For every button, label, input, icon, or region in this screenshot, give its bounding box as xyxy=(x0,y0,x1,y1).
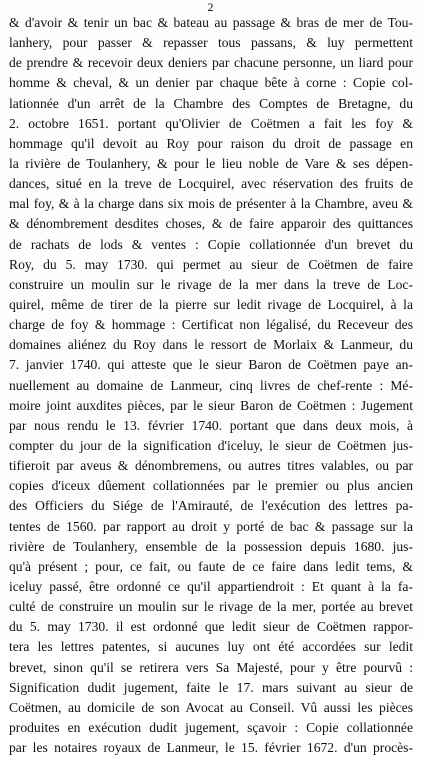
text-line: de rachats de lods & ventes : Copie collationnée d'un brevet du xyxy=(9,236,413,252)
body-text xyxy=(9,13,413,758)
text-line: & dénombrement desdites choses, & de faire apparoir des quittances xyxy=(9,216,413,232)
text-line: 2. octobre 1651. portant qu'Olivier de Coëtmen a fait les foy & xyxy=(9,115,413,131)
text-line: quirel, même de tirer de la pierre sur ledit rivage de Locquirel, à la xyxy=(9,296,413,312)
text-line: brevet, sinon qu'il se retirera vers Sa Majesté, pour y être pourvû : xyxy=(9,659,413,675)
text-line: lanhery, pour passer & repasser tous passans, & luy permettent xyxy=(9,35,413,51)
text-line: par les notaires royaux de Lanmeur, le 15. février 1672. d'un procès- xyxy=(9,740,413,756)
text-line: la rivière de Toulanhery, & pour le lieu noble de Vare & ses dépen- xyxy=(9,155,413,171)
page-number: 2 xyxy=(207,0,214,14)
text-line: tifieroit par aveus & dénombremens, ou autres titres valables, ou par xyxy=(9,458,413,474)
text-line: de prendre & recevoir deux deniers par chacune personne, un liard pour xyxy=(9,55,413,71)
text-line: qu'à présent ; pour, ce fait, ou faute de ce faire dans ledit tems, & xyxy=(9,558,413,574)
text-line: charge de foy & hommage : Certificat non légalisé, du Receveur des xyxy=(9,317,413,333)
text-line: dances, situé en la treve de Locquirel, avec réservation des fruits de xyxy=(9,176,413,192)
text-line: 7. janvier 1740. qui atteste que le sieur Baron de Coëtmen paye an- xyxy=(9,357,413,373)
text-line: hommage qu'il devoit au Roy pour raison du droit de passage en xyxy=(9,135,413,151)
text-line: mal foy, & à la charge dans six mois de présenter à la Chambre, aveu & xyxy=(9,196,413,212)
text-line: du 5. may 1730. il est ordonné que ledit sieur de Coëtmen rappor- xyxy=(9,619,413,635)
text-line: Coëtmen, au domicile de son Avocat au Conseil. Vû aussi les pièces xyxy=(9,699,413,715)
text-line: rivière de Toulanhery, ensemble de la possession depuis 1680. jus- xyxy=(9,538,413,554)
text-line: moire joint auxdites pièces, par le sieur Baron de Coëtmen : Jugement xyxy=(9,397,413,413)
text-line: des Officiers du Siége de l'Amirauté, de l'exécution des lettres pa- xyxy=(9,498,413,514)
text-line: domaines aliénez du Roy dans le ressort de Morlaix & Lanmeur, du xyxy=(9,337,413,353)
text-line: Signification dudit jugement, faite le 17. mars suivant au sieur de xyxy=(9,679,413,695)
text-line: culté de construire un moulin sur le rivage de la mer, portée au brevet xyxy=(9,599,413,615)
text-line: homme & cheval, & un denier par chaque bête à corne : Copie col- xyxy=(9,75,413,91)
text-line: tentes de 1560. par rapport au droit y porté de bac & passage sur la xyxy=(9,518,413,534)
text-line: & d'avoir & tenir un bac & bateau au passage & bras de mer de Tou- xyxy=(9,15,413,30)
text-line: compter du jour de la signification d'iceluy, le sieur de Coëtmen jus- xyxy=(9,437,413,453)
text-line: nuellement au domaine de Lanmeur, cinq livres de chef-rente : Mé- xyxy=(9,377,413,393)
text-line: iceluy passé, être ordonné ce qu'il appartiendroit : Et quant à la fa- xyxy=(9,578,413,594)
text-line: Roy, du 5. may 1730. qui permet au sieur de Coëtmen de faire xyxy=(9,256,413,272)
text-line: construire un moulin sur le rivage de la mer dans la treve de Loc- xyxy=(9,276,413,292)
text-line: copies d'iceux dûement collationnées par le premier ou plus ancien xyxy=(9,478,413,494)
text-line: lationnée d'un arrêt de la Chambre des Comptes de Bretagne, du xyxy=(9,95,413,111)
text-line: produites en exécution dudit jugement, sçavoir : Copie collationnée xyxy=(9,719,413,735)
text-line: par nous rendu le 13. février 1740. portant que dans deux mois, à xyxy=(9,417,413,433)
text-line: tera les lettres patentes, si aucunes luy ont été accordées sur ledit xyxy=(9,639,413,655)
